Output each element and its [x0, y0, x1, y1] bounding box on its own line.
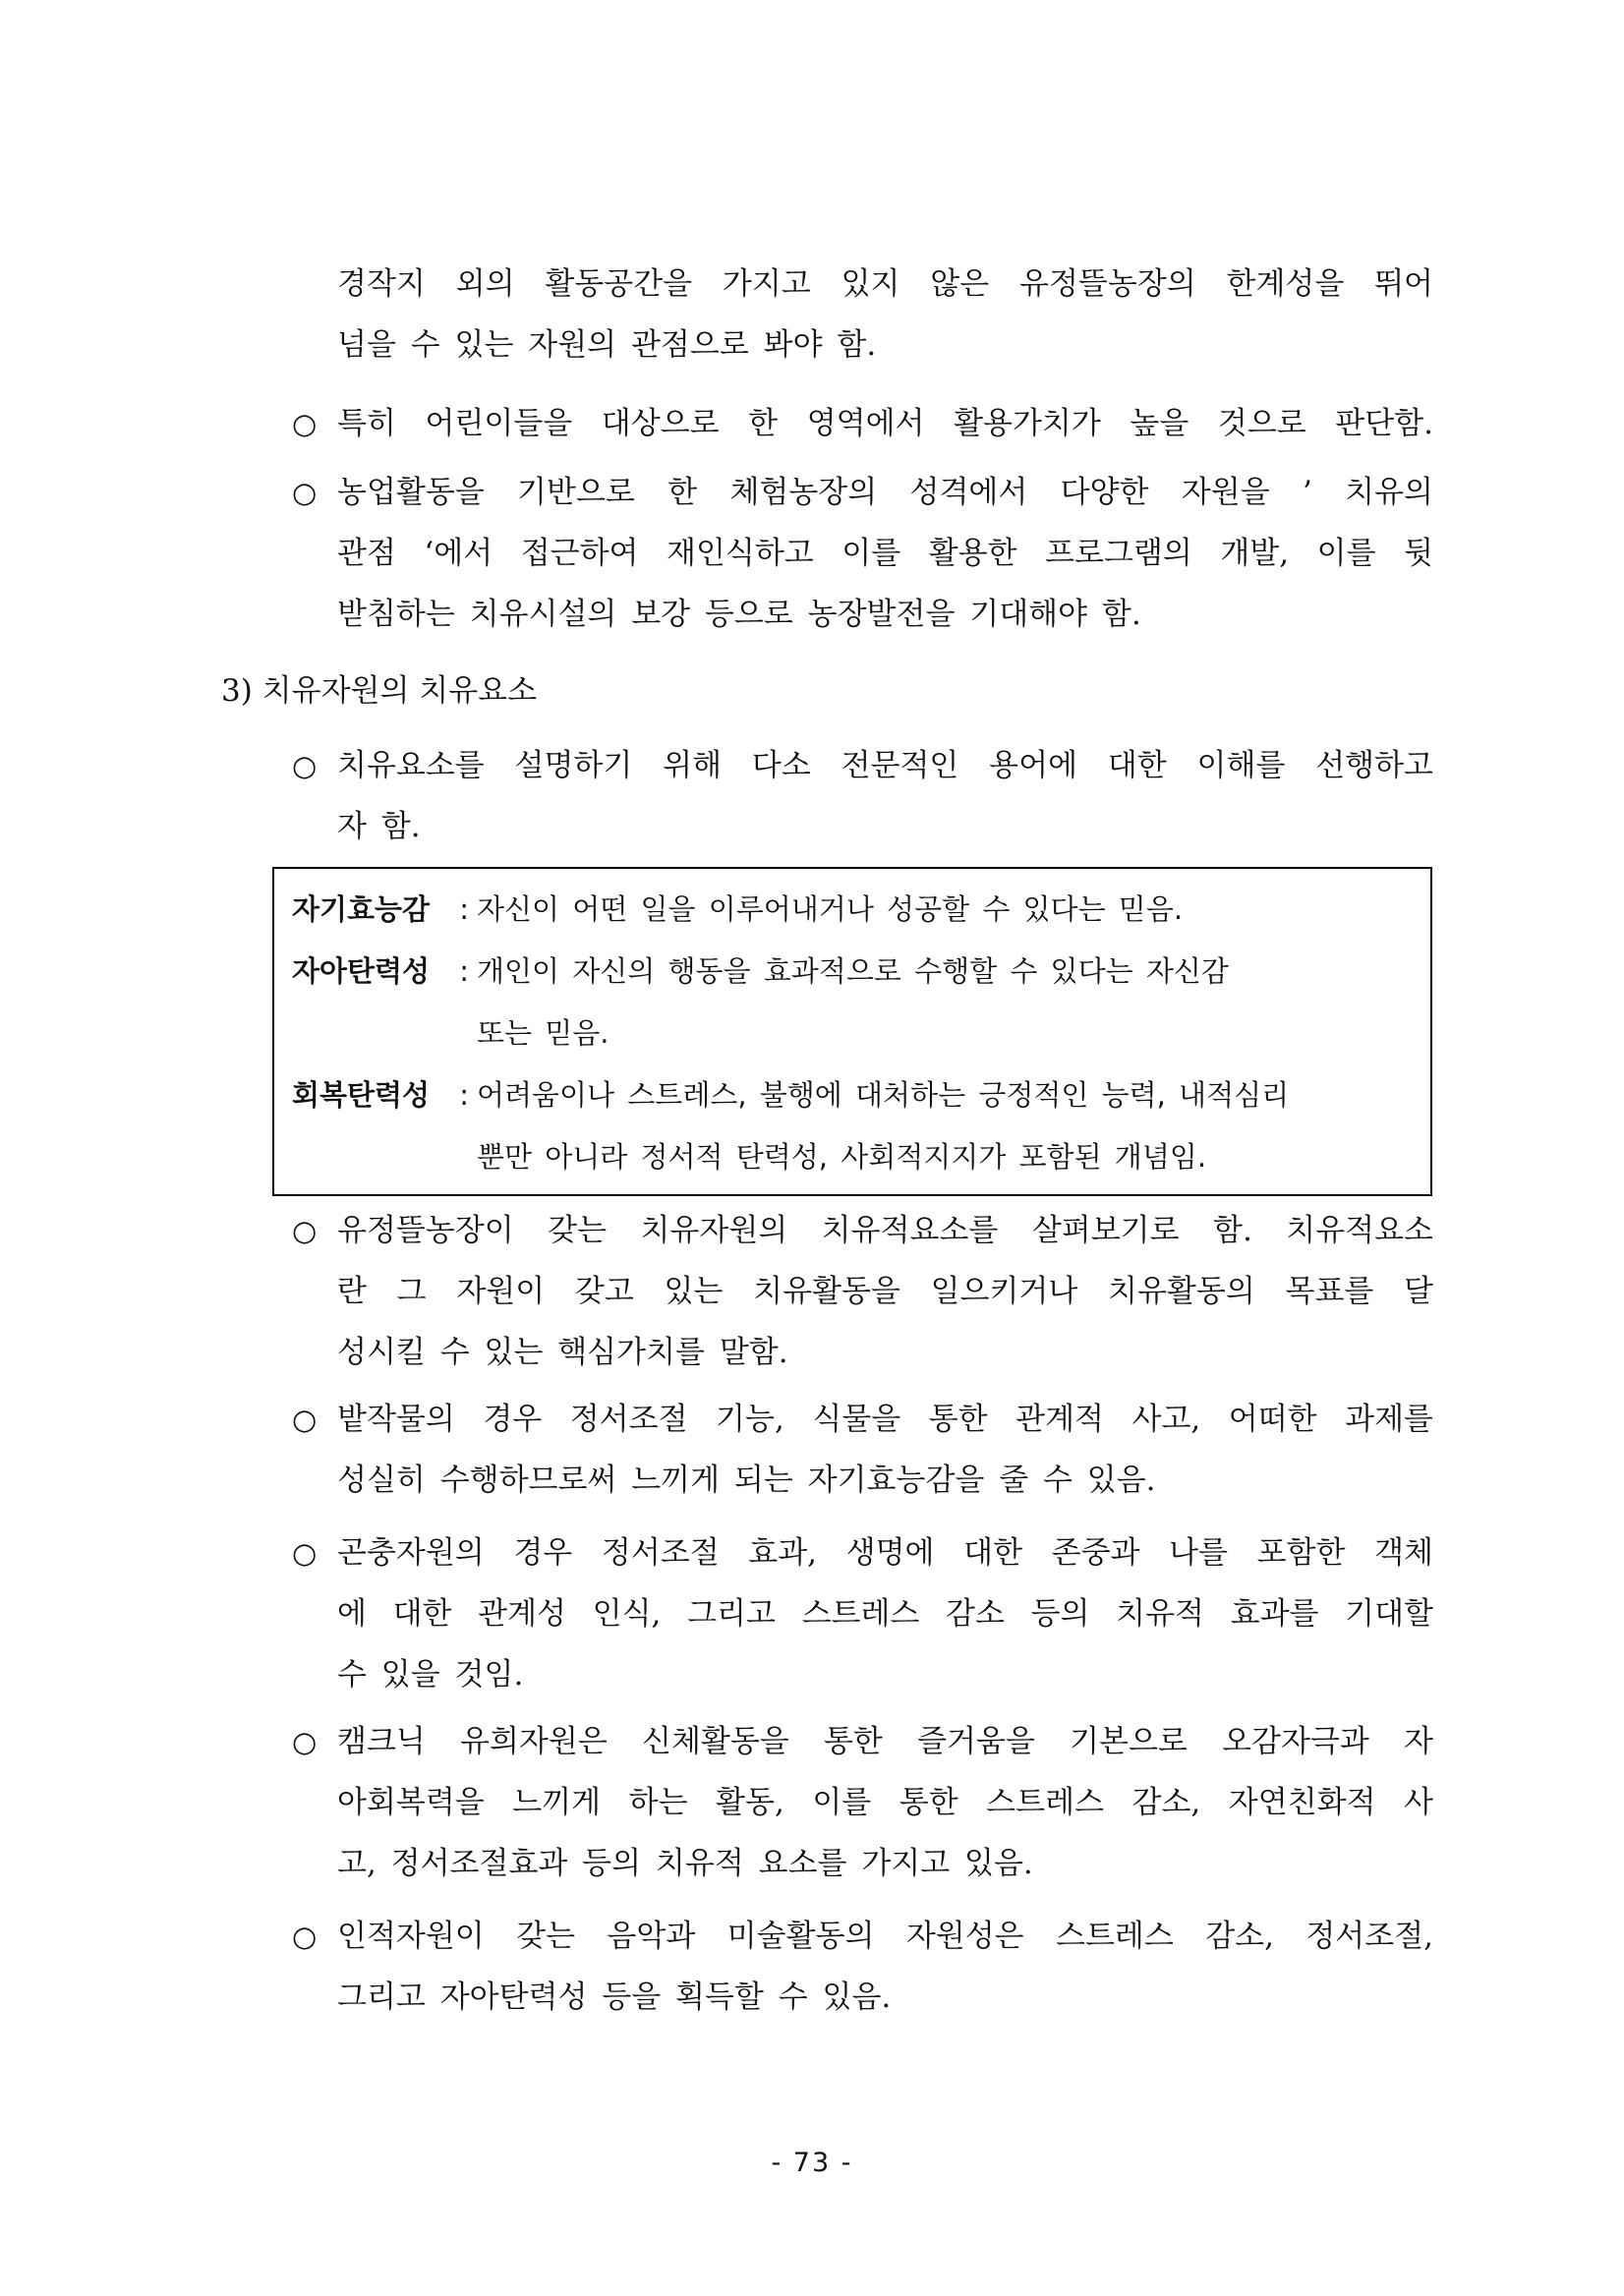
bullet-paragraph	[292, 735, 1433, 857]
page-number: - 73 -	[771, 2148, 853, 2178]
definition-text	[477, 1064, 1421, 1188]
definition-term: 회복탄력성	[292, 1078, 431, 1112]
definition-colon: :	[459, 1078, 469, 1112]
text-line: 캠크닉 유희자원은 신체활동을 통한 즐거움을 기본으로 오감자극과 자	[337, 1724, 1433, 1759]
text-line: 자신이 어떤 일을 이루어내거나 성공할 수 있다는 믿음.	[477, 892, 1184, 926]
text-line: 또는 믿음.	[477, 1016, 609, 1050]
text-line: 개인이 자신의 행동을 효과적으로 수행할 수 있다는 자신감	[477, 954, 1229, 988]
definition-text	[477, 879, 1421, 941]
bullet-paragraph	[292, 1711, 1433, 1894]
bullet-paragraph	[292, 1906, 1433, 2028]
circle-bullet-icon: ○	[292, 749, 318, 782]
bullet-paragraph	[292, 393, 1433, 454]
definition-text	[477, 941, 1421, 1064]
section-heading: 3) 치유자원의 치유요소	[221, 673, 538, 709]
definition-entry	[292, 941, 1421, 1064]
circle-bullet-icon: ○	[292, 1725, 318, 1758]
circle-bullet-icon: ○	[292, 407, 318, 440]
text-line: 넘을 수 있는 자원의 관점으로 봐야 함.	[337, 327, 877, 363]
bullet-paragraph	[292, 462, 1433, 645]
definition-term-cell	[292, 879, 477, 941]
circle-bullet-icon: ○	[292, 1536, 318, 1570]
text-line: 그리고 자아탄력성 등을 획득할 수 있음.	[337, 1980, 892, 2015]
definition-term-cell	[292, 941, 477, 1003]
text-line: 아회복력을 느끼게 하는 활동, 이를 통한 스트레스 감소, 자연친화적 사	[337, 1785, 1433, 1820]
text-line: 특히 어린이들을 대상으로 한 영역에서 활용가치가 높을 것으로 판단함.	[337, 406, 1433, 441]
text-line: 어려움이나 스트레스, 불행에 대처하는 긍정적인 능력, 내적심리	[477, 1078, 1290, 1112]
definition-term: 자기효능감	[292, 892, 431, 926]
text-line: 성시킬 수 있는 핵심가치를 말함.	[337, 1335, 788, 1370]
intro-paragraph	[337, 254, 1433, 375]
definition-entry	[292, 879, 1421, 941]
bullet-paragraph	[292, 1389, 1433, 1511]
text-line: 농업활동을 기반으로 한 체험농장의 성격에서 다양한 자원을 ’ 치유의	[337, 475, 1433, 510]
definition-term-cell	[292, 1064, 477, 1126]
circle-bullet-icon: ○	[292, 476, 318, 509]
bullet-paragraph	[292, 1522, 1433, 1705]
definition-term: 자아탄력성	[292, 954, 431, 988]
text-line: 고, 정서조절효과 등의 치유적 요소를 가지고 있음.	[337, 1846, 1033, 1881]
definition-colon: :	[459, 954, 469, 988]
circle-bullet-icon: ○	[292, 1214, 318, 1247]
text-line: 뿐만 아니라 정서적 탄력성, 사회적지지가 포함된 개념임.	[477, 1140, 1207, 1174]
circle-bullet-icon: ○	[292, 1920, 318, 1953]
text-line: 경작지 외의 활동공간을 가지고 있지 않은 유정뜰농장의 한계성을 뛰어	[337, 266, 1433, 302]
text-line: 받침하는 치유시설의 보강 등으로 농장발전을 기대해야 함.	[337, 597, 1141, 632]
circle-bullet-icon: ○	[292, 1403, 318, 1436]
definition-entry	[292, 1064, 1421, 1188]
definition-box	[272, 867, 1432, 1196]
definition-colon: :	[459, 892, 469, 926]
text-line: 유정뜰농장이 갖는 치유자원의 치유적요소를 살펴보기로 함. 치유적요소	[337, 1213, 1433, 1248]
text-line: 치유요소를 설명하기 위해 다소 전문적인 용어에 대한 이해를 선행하고	[337, 748, 1433, 783]
text-line: 인적자원이 갖는 음악과 미술활동의 자원성은 스트레스 감소, 정서조절,	[337, 1919, 1433, 1954]
text-line: 수 있을 것임.	[337, 1657, 524, 1693]
text-line: 성실히 수행하므로써 느끼게 되는 자기효능감을 줄 수 있음.	[337, 1463, 1156, 1498]
text-line: 란 그 자원이 갖고 있는 치유활동을 일으키거나 치유활동의 목표를 달	[337, 1274, 1433, 1309]
text-line: 자 함.	[337, 809, 421, 844]
text-line: 곤충자원의 경우 정서조절 효과, 생명에 대한 존중과 나를 포함한 객체	[337, 1535, 1433, 1571]
text-line: 밭작물의 경우 정서조절 기능, 식물을 통한 관계적 사고, 어떠한 과제를	[337, 1402, 1433, 1437]
text-line: 관점 ‘에서 접근하여 재인식하고 이를 활용한 프로그램의 개발, 이를 뒷	[337, 536, 1433, 571]
bullet-paragraph	[292, 1200, 1433, 1383]
text-line: 에 대한 관계성 인식, 그리고 스트레스 감소 등의 치유적 효과를 기대할	[337, 1596, 1433, 1632]
